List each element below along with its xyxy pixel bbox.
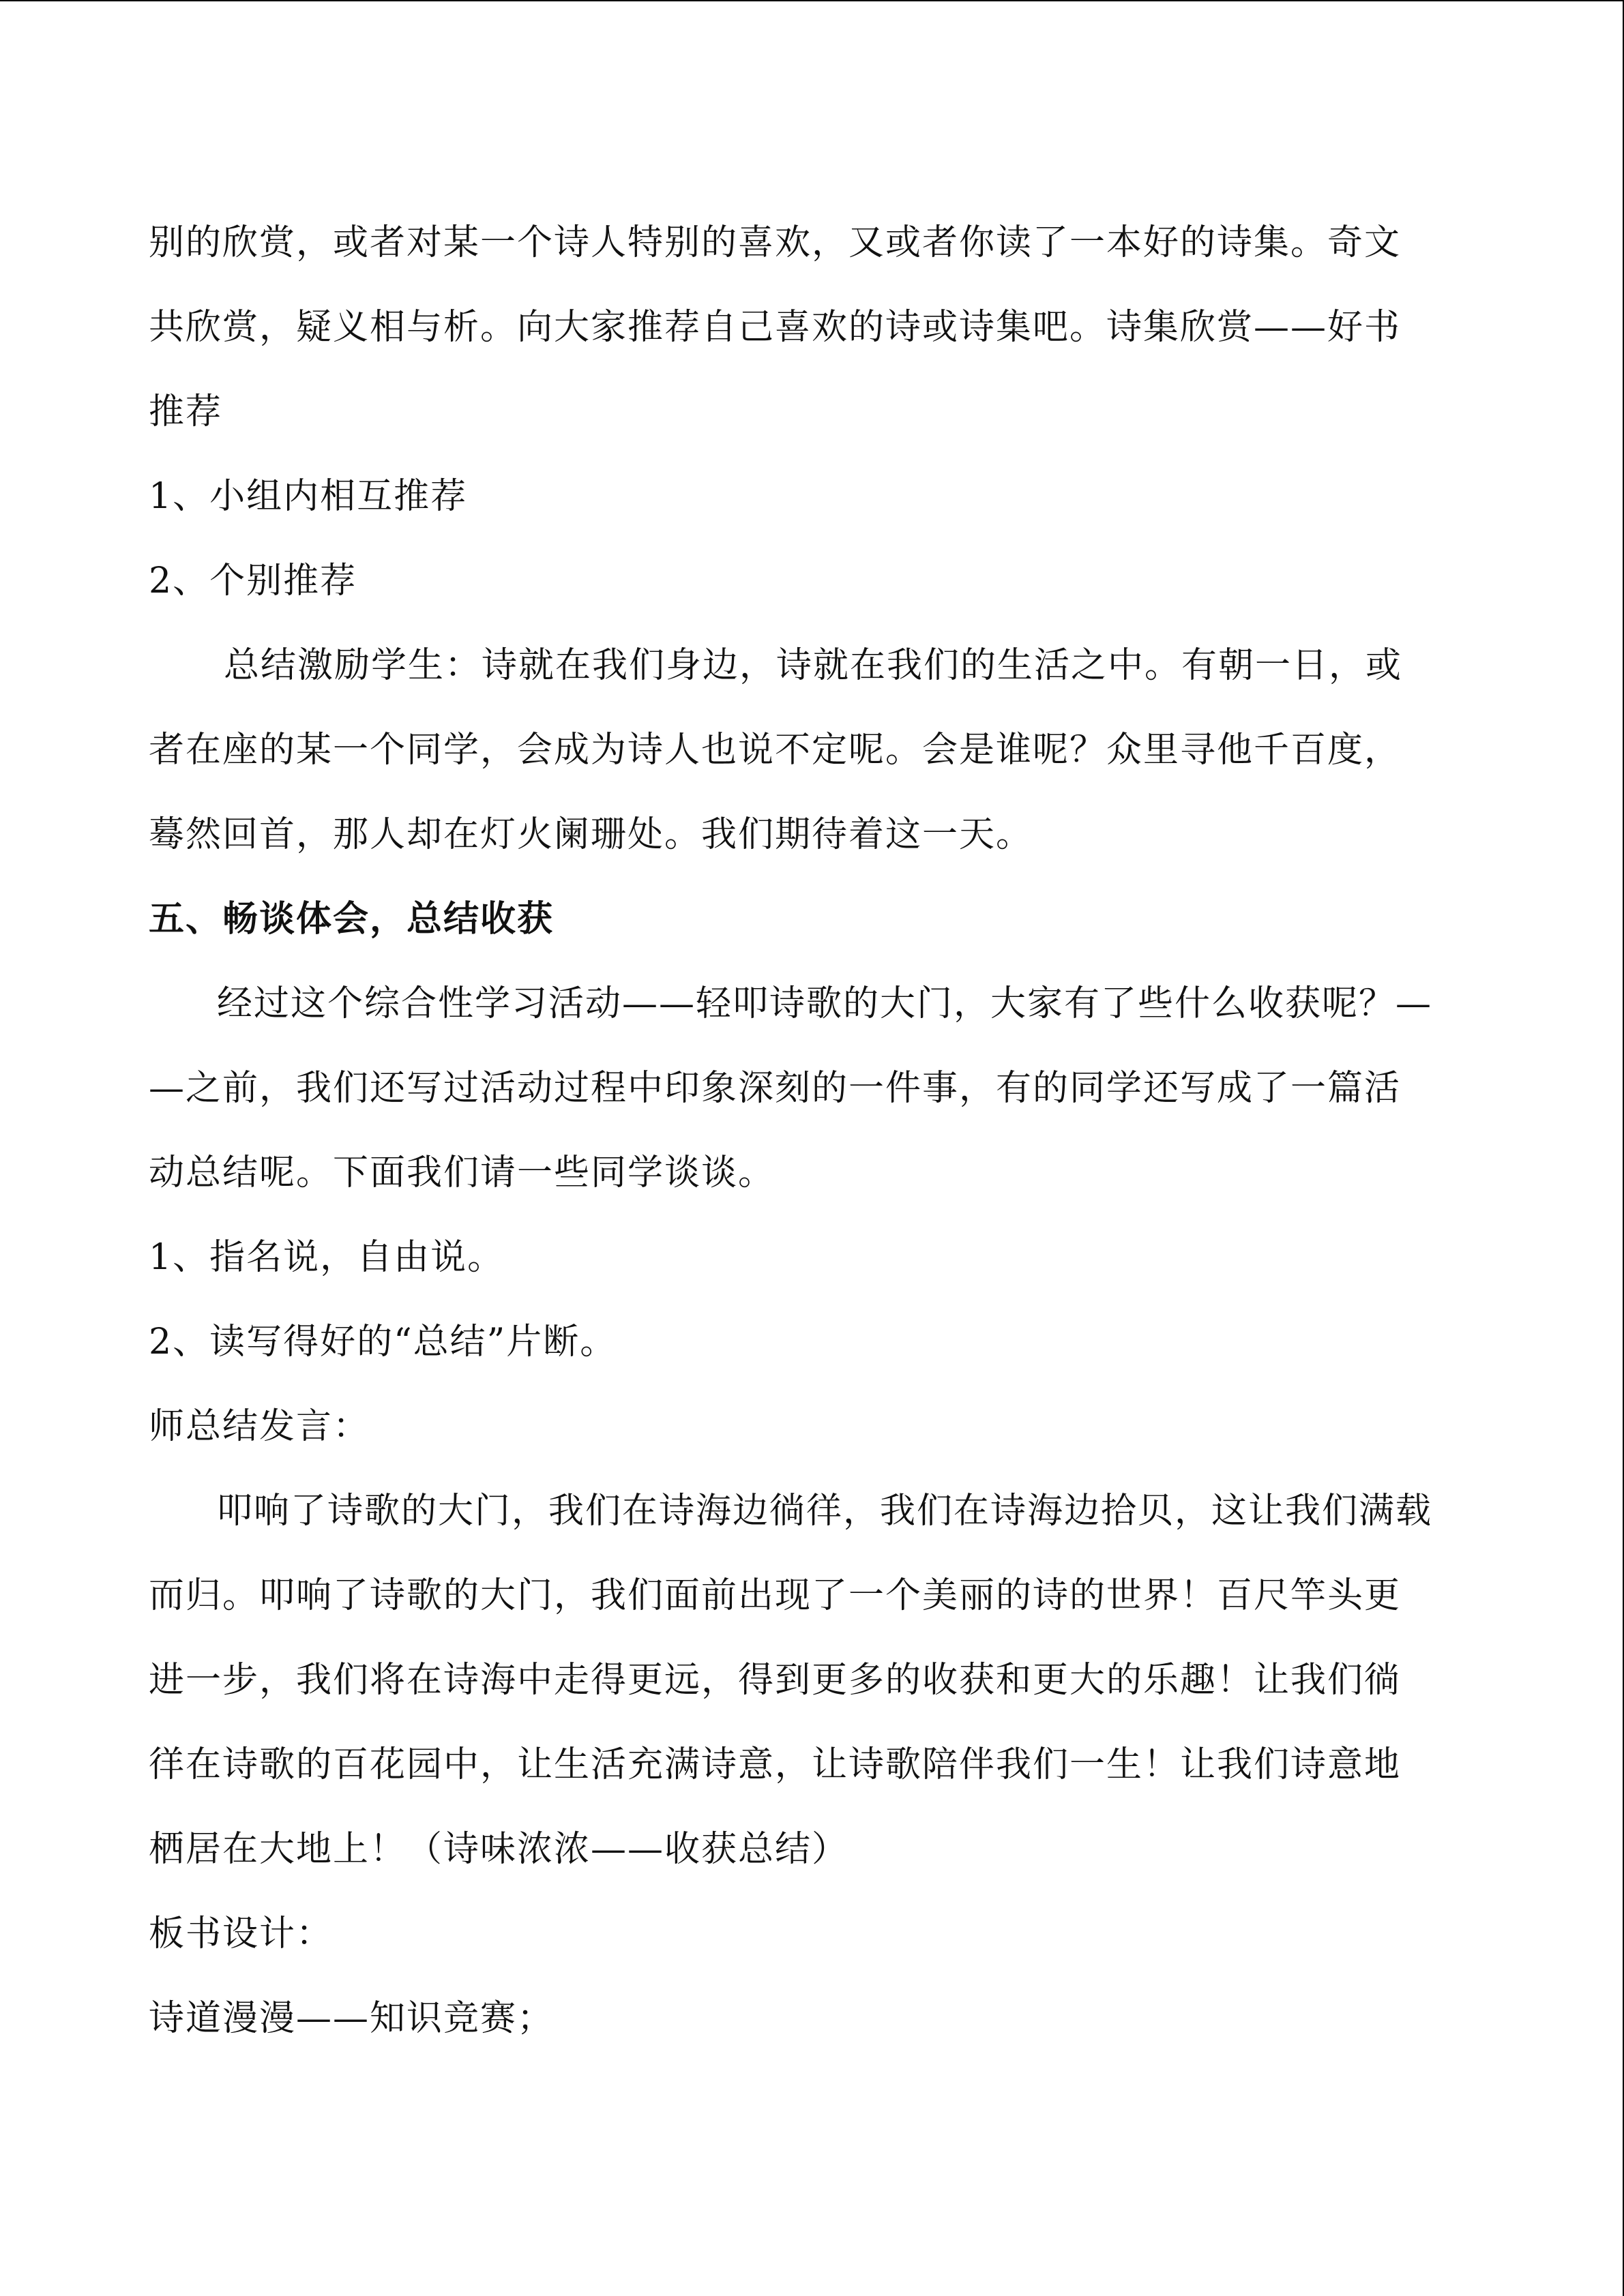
paragraph-line: 经过这个综合性学习活动——轻叩诗歌的大门，大家有了些什么收获呢？— (217, 983, 1433, 1024)
document-body (149, 200, 1458, 2061)
list-item: 2、读写得好的“总结”片断。 (149, 1322, 617, 1362)
paragraph-line: 推荐 (149, 391, 223, 432)
paragraph-line: 者在座的某一个同学，会成为诗人也说不定呢。会是谁呢？众里寻他千百度， (149, 730, 1402, 771)
paragraph-line: 徉在诗歌的百花园中，让生活充满诗意，让诗歌陪伴我们一生！让我们诗意地 (149, 1744, 1402, 1785)
paragraph-line: 总结激励学生：诗就在我们身边，诗就在我们的生活之中。有朝一日，或 (224, 645, 1403, 686)
list-item: 2、个别推荐 (149, 561, 357, 601)
paragraph-line: 栖居在大地上！（诗味浓浓——收获总结） (149, 1829, 849, 1870)
paragraph-line: 而归。叩响了诗歌的大门，我们面前出现了一个美丽的诗的世界！百尺竿头更 (149, 1575, 1402, 1616)
board-design-label: 板书设计： (149, 1913, 334, 1954)
paragraph-line: 叩响了诗歌的大门，我们在诗海边徜徉，我们在诗海边拾贝，这让我们满载 (217, 1491, 1433, 1532)
board-design-item: 诗道漫漫——知识竞赛； (149, 1998, 555, 2039)
paragraph-line: 进一步，我们将在诗海中走得更远，得到更多的收获和更大的乐趣！让我们徜 (149, 1660, 1402, 1701)
paragraph-line: —之前，我们还写过活动过程中印象深刻的一件事，有的同学还写成了一篇活 (149, 1068, 1402, 1109)
teacher-summary-label: 师总结发言： (149, 1406, 370, 1447)
paragraph-line: 共欣赏，疑义相与析。向大家推荐自己喜欢的诗或诗集吧。诗集欣赏——好书 (149, 307, 1402, 348)
paragraph-line: 别的欣赏，或者对某一个诗人特别的喜欢，又或者你读了一本好的诗集。奇文 (149, 222, 1402, 263)
section-heading: 五、畅谈体会，总结收获 (149, 899, 555, 940)
list-item: 1、小组内相互推荐 (149, 476, 468, 517)
list-item: 1、指名说，自由说。 (149, 1237, 505, 1278)
paragraph-line: 蓦然回首，那人却在灯火阑珊处。我们期待着这一天。 (149, 814, 1033, 855)
paragraph-line: 动总结呢。下面我们请一些同学谈谈。 (149, 1152, 776, 1193)
